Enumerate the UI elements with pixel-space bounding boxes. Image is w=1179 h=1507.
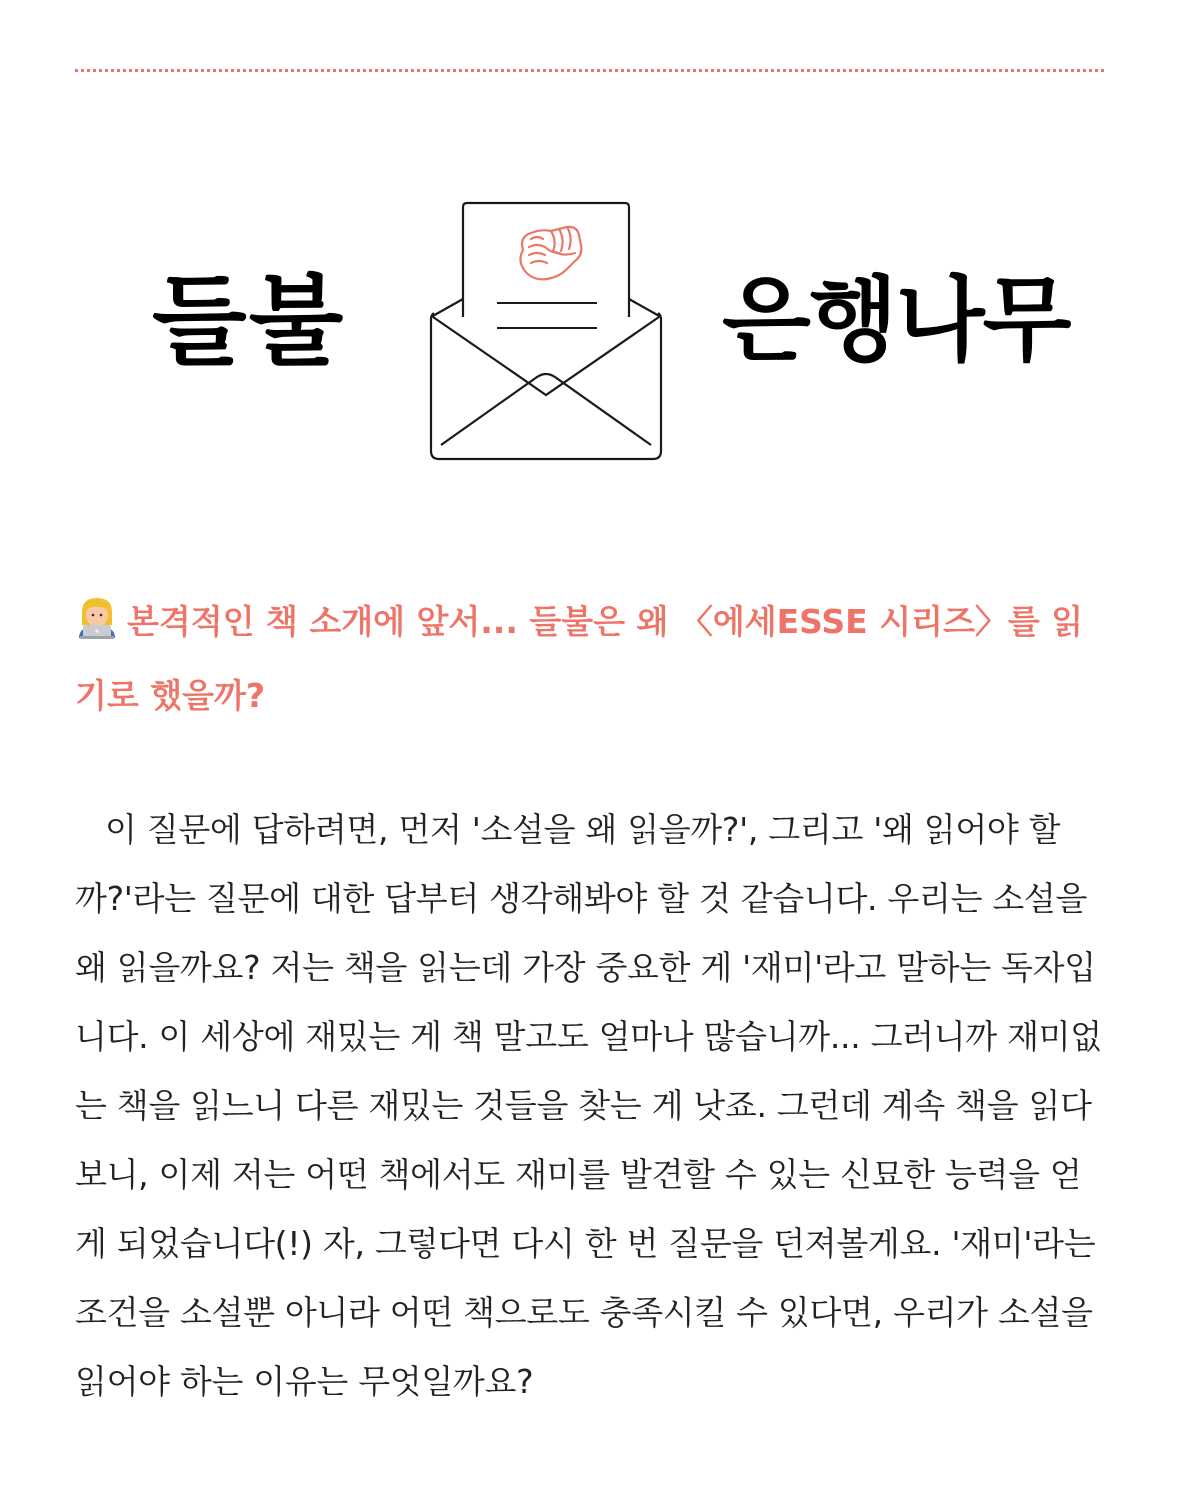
section-heading: [75, 588, 1105, 730]
top-divider: [75, 69, 1104, 72]
body-paragraph: 이 질문에 답하려면, 먼저 '소설을 왜 읽을까?', 그리고 '왜 읽어야 할까?'라는 질문에 대한 답부터 생각해봐야 할 것 같습니다. 우리는 소설을 왜 읽을까요? 저는 책을 읽는데 가장 중요한 게 '재미'라고 말하는 독자입니다. 이 세상에 재밌는 게 책 말고도 얼마나 많습니까... 그러니까 재미없는 책을 읽느니 다른 재밌는 것들을 찾는 게 낫죠. 그런데 계속 책을 읽다보니, 이제 저는 어떤 책에서도 재미를 발견할 수 있는 신묘한 능력을 얻게 되었습니다(!) 자, 그렇다면 다시 한 번 질문을 던져볼게요. '재미'라는 조건을 소설뿐 아니라 어떤 책으로도 충족시킬 수 있다면, 우리가 소설을 읽어야 하는 이유는 무엇일까요?: [75, 810, 1102, 1401]
section-heading-text: 본격적인 책 소개에 앞서... 들불은 왜 〈에세ESSE 시리즈〉를 읽기로 했을까?: [75, 602, 1084, 715]
envelope-letter-handshake-icon: [425, 195, 665, 465]
brand-title-left: 들불: [152, 265, 346, 379]
brand-title-right: 은행나무: [722, 267, 1070, 374]
technologist-emoji-icon: [75, 594, 119, 662]
newsletter-banner: [0, 195, 1179, 470]
